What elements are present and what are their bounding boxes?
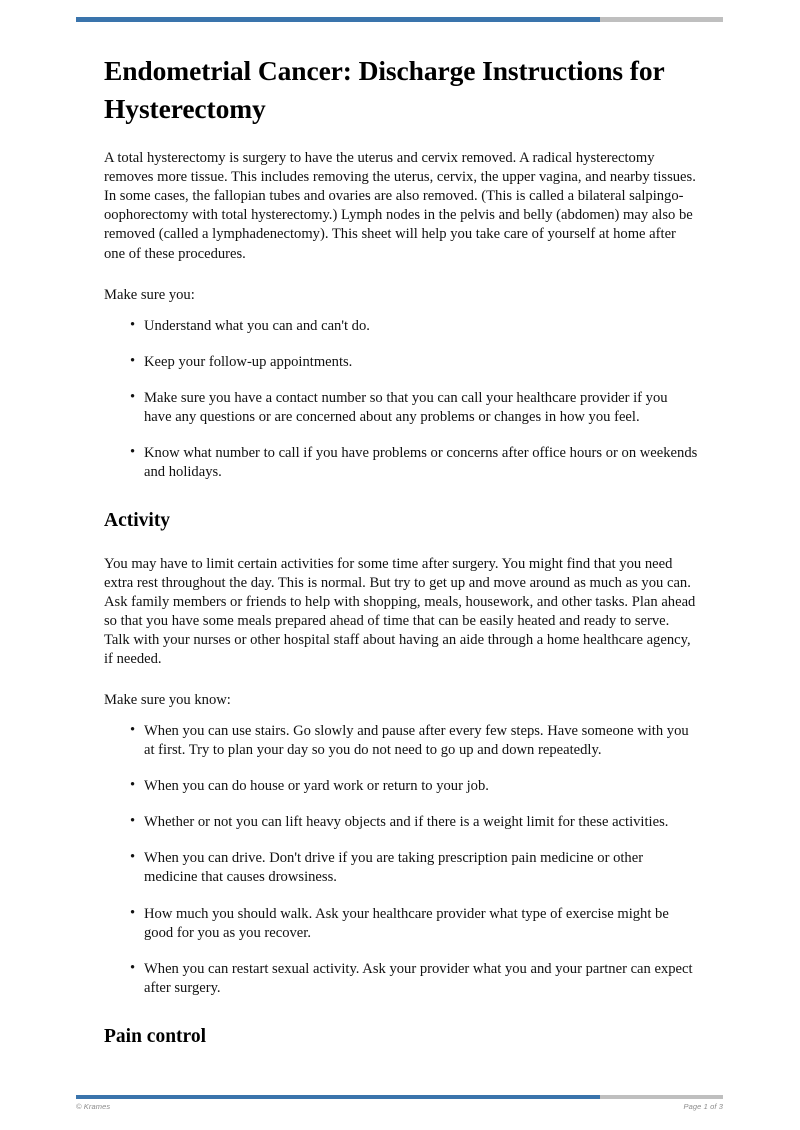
section-heading-pain-control: Pain control bbox=[104, 1025, 207, 1047]
header-rule-gray-segment bbox=[600, 17, 723, 22]
footer bbox=[76, 1102, 723, 1111]
footer-rule-blue-segment bbox=[76, 1095, 600, 1099]
footer-rule-gray-segment bbox=[600, 1095, 723, 1099]
activity-paragraph: You may have to limit certain activities for some time after surgery. You might find that you need extra rest throughout the day. This is normal. But try to get up and move around as much as you can. Ask family members or friends to help with shopping, meals, housework, and other tasks. Plan ahead so that you have some meals prepared ahead of time that can be easily heated and ready to serve. Talk with your nurses or other hospital staff about having an aide through a home healthcare agency, if needed. bbox=[104, 556, 696, 668]
list-item: • How much you should walk. Ask your healthcare provider what type of exercise might be good for you as you recover. bbox=[104, 905, 698, 943]
list-item: • When you can restart sexual activity. Ask your provider what you and your partner can expect after surgery. bbox=[104, 960, 698, 998]
know-list bbox=[104, 722, 698, 997]
make-sure-list bbox=[104, 317, 698, 482]
header-rule-blue-segment bbox=[76, 17, 600, 22]
footer-copyright: © Krames bbox=[76, 1102, 111, 1111]
footer-rule bbox=[76, 1095, 723, 1099]
list-item: • When you can do house or yard work or return to your job. bbox=[104, 777, 698, 796]
footer-page-number: Page 1 of 3 bbox=[683, 1102, 723, 1111]
list-item: • When you can use stairs. Go slowly and pause after every few steps. Have someone with you at first. Try to plan your day so you do not need to go up and down repeatedly. bbox=[104, 722, 698, 760]
document-content bbox=[104, 52, 698, 1071]
list-item: • Make sure you have a contact number so that you can call your healthcare provider if you have any questions or are concerned about any problems or changes in how you feel. bbox=[104, 389, 698, 427]
page-title: Endometrial Cancer: Discharge Instructions for Hysterectomy bbox=[104, 55, 665, 124]
intro-paragraph: A total hysterectomy is surgery to have the uterus and cervix removed. A radical hysterectomy removes more tissue. This includes removing the uterus, cervix, the upper vagina, and nearby tissues. In some cases, the fallopian tubes and ovaries are also removed. (This is called a bilateral salpingo-oophorectomy with total hysterectomy.) Lymph nodes in the pelvis and belly (abdomen) may also be removed (called a lymphadenectomy). This sheet will help you take care of yourself at home after one of these procedures. bbox=[104, 150, 696, 262]
list-item: • Whether or not you can lift heavy objects and if there is a weight limit for these activities. bbox=[104, 813, 698, 832]
list-item: • Know what number to call if you have problems or concerns after office hours or on weekends and holidays. bbox=[104, 444, 698, 482]
make-sure-lead-in: Make sure you: bbox=[104, 286, 195, 303]
list-item: • Understand what you can and can't do. bbox=[104, 317, 698, 336]
list-item: • When you can drive. Don't drive if you are taking prescription pain medicine or other medicine that causes drowsiness. bbox=[104, 849, 698, 887]
know-lead-in: Make sure you know: bbox=[104, 692, 231, 709]
list-item: • Keep your follow-up appointments. bbox=[104, 353, 698, 372]
section-heading-activity: Activity bbox=[104, 509, 171, 531]
header-rule bbox=[76, 17, 723, 22]
